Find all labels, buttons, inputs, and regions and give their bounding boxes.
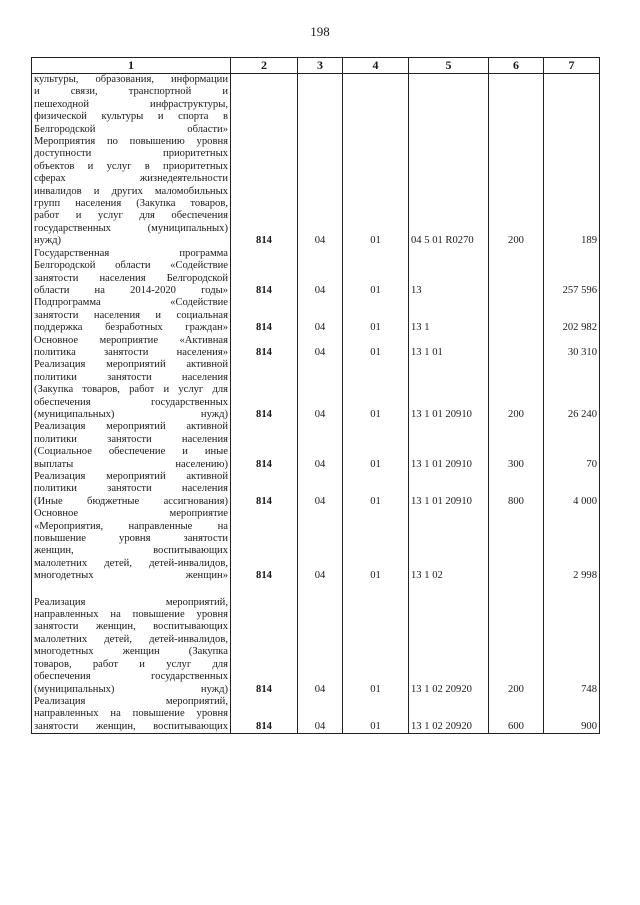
- description-line: Подпрограмма «Содействие: [34, 297, 228, 309]
- description-line: занятости женщин, воспитывающих: [34, 621, 228, 633]
- cell-col-3: 04: [298, 471, 343, 508]
- table-row: [32, 359, 600, 421]
- cell-col-4: 01: [343, 508, 409, 582]
- cell-description: [32, 74, 231, 137]
- cell-col-2: 814: [231, 297, 298, 334]
- description-line: направленных на повышение уровня: [34, 708, 228, 720]
- cell-description: [32, 508, 231, 582]
- cell-col-5: 13 1: [409, 297, 489, 334]
- table-row: [32, 421, 600, 471]
- description-line: Государственная программа: [34, 247, 228, 259]
- cell-col-4: 01: [343, 335, 409, 360]
- cell-col-3: 04: [298, 696, 343, 734]
- description-line: многодетных женщин»: [34, 570, 228, 582]
- cell-col-6: [489, 74, 544, 137]
- description-line: области на 2014-2020 годы»: [34, 284, 228, 296]
- description-line: малолетних детей, детей-инвалидов,: [34, 633, 228, 645]
- description-line: политики занятости населения: [34, 483, 228, 495]
- description-line: (Социальное обеспечение и иные: [34, 446, 228, 458]
- cell-description: [32, 335, 231, 360]
- cell-description: [32, 248, 231, 298]
- description-line: политики занятости населения: [34, 371, 228, 383]
- description-line: Реализация мероприятий,: [34, 596, 228, 608]
- cell-col-2: 814: [231, 136, 298, 248]
- cell-col-2: 814: [231, 359, 298, 421]
- description-line: объектов и услуг в приоритетных: [34, 160, 228, 172]
- cell-col-6: [489, 335, 544, 360]
- cell-col-7: [544, 74, 600, 137]
- cell-col-6: 300: [489, 421, 544, 471]
- cell-col-5: 13 1 02: [409, 508, 489, 582]
- description-line: и связи, транспортной и: [34, 86, 228, 98]
- cell-col-7: 70: [544, 421, 600, 471]
- column-header-6: 6: [489, 58, 544, 74]
- description-line: нужд): [34, 235, 62, 247]
- description-line: доступности приоритетных: [34, 148, 228, 160]
- cell-col-7: 189: [544, 136, 600, 248]
- description-line: занятости населения и социальная: [34, 309, 228, 321]
- cell-col-3: 04: [298, 136, 343, 248]
- cell-col-5: 13: [409, 248, 489, 298]
- cell-description: [32, 359, 231, 421]
- cell-col-7: 257 596: [544, 248, 600, 298]
- cell-description: [32, 421, 231, 471]
- description-line: обеспечения государственных: [34, 396, 228, 408]
- description-line: Белгородской области «Содействие: [34, 260, 228, 272]
- description-line: (Иные бюджетные ассигнования): [34, 495, 228, 507]
- cell-col-5: 13 1 01 20910: [409, 421, 489, 471]
- description-line: культуры, образования, информации: [34, 74, 228, 85]
- page-number: 198: [310, 24, 330, 39]
- cell-col-3: 04: [298, 248, 343, 298]
- cell-col-7: 30 310: [544, 335, 600, 360]
- description-line: Реализация мероприятий активной: [34, 421, 228, 433]
- cell-col-7: 202 982: [544, 297, 600, 334]
- cell-col-3: 04: [298, 335, 343, 360]
- description-line: обеспечения государственных: [34, 671, 228, 683]
- column-header-1: 1: [32, 58, 231, 74]
- cell-col-2: 814: [231, 471, 298, 508]
- description-line: поддержка безработных граждан»: [34, 322, 228, 334]
- cell-col-4: 01: [343, 696, 409, 734]
- table-row: [32, 335, 600, 360]
- description-line: Основное мероприятие: [34, 508, 228, 520]
- cell-description: [32, 297, 231, 334]
- description-line: занятости населения Белгородской: [34, 272, 228, 284]
- cell-col-4: 01: [343, 583, 409, 696]
- cell-col-6: [489, 297, 544, 334]
- description-line: женщин, воспитывающих: [34, 545, 228, 557]
- cell-col-7: 2 998: [544, 508, 600, 582]
- description-line: (муниципальных) нужд): [34, 683, 228, 695]
- cell-col-3: 04: [298, 421, 343, 471]
- cell-col-4: [343, 74, 409, 137]
- cell-col-5: 13 1 01 20910: [409, 471, 489, 508]
- cell-col-5: 13 1 02 20920: [409, 583, 489, 696]
- column-header-5: 5: [409, 58, 489, 74]
- cell-description: [32, 696, 231, 734]
- column-header-2: 2: [231, 58, 298, 74]
- description-line: товаров, работ и услуг для: [34, 658, 228, 670]
- table-row: [32, 471, 600, 508]
- description-line: Реализация мероприятий активной: [34, 471, 228, 482]
- description-line: Реализация мероприятий активной: [34, 359, 228, 371]
- table-row: [32, 297, 600, 334]
- table-row: [32, 508, 600, 582]
- description-line: групп населения (Закупка товаров,: [34, 198, 228, 210]
- description-line: Реализация мероприятий,: [34, 695, 228, 707]
- description-line: пешеходной инфраструктуры,: [34, 98, 228, 110]
- cell-description: [32, 136, 231, 248]
- description-line: «Мероприятия, направленные на: [34, 520, 228, 532]
- cell-col-6: 200: [489, 583, 544, 696]
- cell-col-4: 01: [343, 248, 409, 298]
- description-line: Основное мероприятие «Активная: [34, 334, 228, 346]
- column-header-4: 4: [343, 58, 409, 74]
- cell-col-2: 814: [231, 508, 298, 582]
- cell-col-6: 600: [489, 696, 544, 734]
- cell-col-7: 900: [544, 696, 600, 734]
- cell-col-4: 01: [343, 421, 409, 471]
- cell-col-5: [409, 74, 489, 137]
- cell-col-6: 800: [489, 471, 544, 508]
- cell-col-2: 814: [231, 335, 298, 360]
- cell-col-7: 748: [544, 583, 600, 696]
- description-line: Белгородской области»: [34, 123, 228, 135]
- table-row: [32, 583, 600, 696]
- cell-col-5: 13 1 01 20910: [409, 359, 489, 421]
- cell-description: [32, 583, 231, 696]
- cell-col-5: 13 1 01: [409, 335, 489, 360]
- table-row: [32, 248, 600, 298]
- description-line: занятости женщин, воспитывающих: [34, 720, 228, 732]
- column-header-3: 3: [298, 58, 343, 74]
- cell-col-3: 04: [298, 297, 343, 334]
- cell-col-6: 200: [489, 136, 544, 248]
- cell-col-3: 04: [298, 583, 343, 696]
- description-line: многодетных женщин (Закупка: [34, 646, 228, 658]
- cell-col-2: 814: [231, 421, 298, 471]
- cell-col-6: 200: [489, 359, 544, 421]
- table-row: [32, 136, 600, 248]
- cell-col-3: [298, 74, 343, 137]
- cell-col-4: 01: [343, 297, 409, 334]
- table-header-row: [32, 58, 600, 74]
- description-line: работ и услуг для обеспечения: [34, 210, 228, 222]
- column-header-7: 7: [544, 58, 600, 74]
- cell-col-4: 01: [343, 471, 409, 508]
- description-line: государственных (муниципальных): [34, 222, 228, 234]
- cell-col-4: 01: [343, 136, 409, 248]
- description-line: инвалидов и других маломобильных: [34, 185, 228, 197]
- cell-col-3: 04: [298, 508, 343, 582]
- description-line: (муниципальных) нужд): [34, 408, 228, 420]
- budget-table: [31, 57, 600, 734]
- cell-col-2: 814: [231, 583, 298, 696]
- cell-col-7: 26 240: [544, 359, 600, 421]
- description-line: Мероприятия по повышению уровня: [34, 136, 228, 148]
- description-line: малолетних детей, детей-инвалидов,: [34, 557, 228, 569]
- cell-col-7: 4 000: [544, 471, 600, 508]
- cell-col-2: 814: [231, 248, 298, 298]
- cell-col-3: 04: [298, 359, 343, 421]
- description-line: политики занятости населения: [34, 433, 228, 445]
- description-line: (Закупка товаров, работ и услуг для: [34, 384, 228, 396]
- description-line: физической культуры и спорта в: [34, 111, 228, 123]
- cell-col-5: 13 1 02 20920: [409, 696, 489, 734]
- description-line: направленных на повышение уровня: [34, 609, 228, 621]
- table-body: [32, 74, 600, 734]
- cell-description: [32, 471, 231, 508]
- table-row: [32, 696, 600, 734]
- cell-col-5: 04 5 01 R0270: [409, 136, 489, 248]
- description-line: сферах жизнедеятельности: [34, 173, 228, 185]
- cell-col-6: [489, 248, 544, 298]
- cell-col-2: 814: [231, 696, 298, 734]
- cell-col-2: [231, 74, 298, 137]
- cell-col-6: [489, 508, 544, 582]
- cell-col-4: 01: [343, 359, 409, 421]
- description-line: выплаты населению): [34, 458, 228, 470]
- description-line: политика занятости населения»: [34, 346, 228, 358]
- table-row: [32, 74, 600, 137]
- description-line: повышение уровня занятости: [34, 533, 228, 545]
